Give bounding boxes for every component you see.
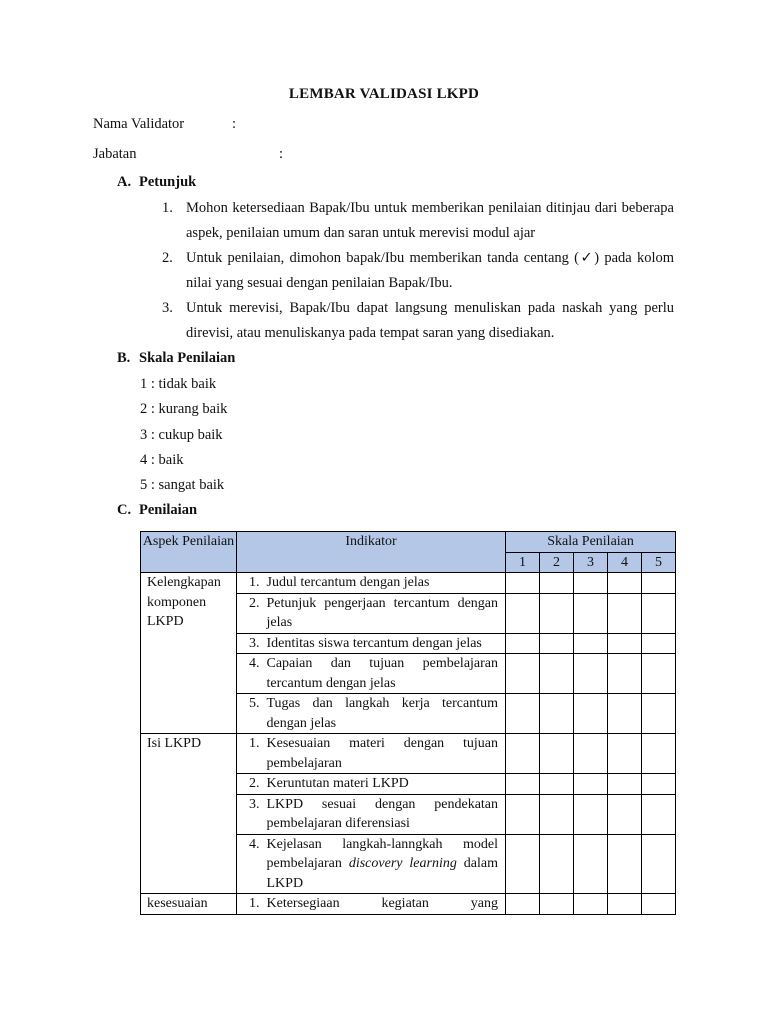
score-cell[interactable]	[642, 633, 676, 654]
score-cell[interactable]	[540, 694, 574, 734]
score-cell[interactable]	[608, 794, 642, 834]
score-cell[interactable]	[608, 734, 642, 774]
instructions-list	[158, 196, 674, 346]
score-cell[interactable]	[574, 734, 608, 774]
score-cell[interactable]	[574, 593, 608, 633]
instruction-number: 1.	[162, 200, 173, 216]
score-cell[interactable]	[540, 654, 574, 694]
indicator-number: 4.	[237, 654, 265, 694]
score-cell[interactable]	[574, 794, 608, 834]
instruction-item	[158, 246, 674, 296]
score-cell[interactable]	[642, 774, 676, 795]
score-cell[interactable]	[608, 573, 642, 594]
score-cell[interactable]	[574, 694, 608, 734]
indicator-number: 3.	[237, 633, 265, 654]
section-c-letter: C.	[117, 502, 132, 518]
score-cell[interactable]	[574, 573, 608, 594]
score-cell[interactable]	[608, 593, 642, 633]
section-c-heading	[117, 500, 197, 520]
indicator-text: Keruntutan materi LKPD	[265, 774, 506, 795]
indicator-number: 3.	[237, 794, 265, 834]
indicator-text: Identitas siswa tercantum dengan jelas	[265, 633, 506, 654]
score-cell[interactable]	[506, 774, 540, 795]
score-cell[interactable]	[540, 834, 574, 894]
position-label: Jabatan	[93, 146, 137, 162]
score-cell[interactable]	[574, 633, 608, 654]
indicator-text: Tugas dan langkah kerja tercantum dengan jelas	[265, 694, 506, 734]
indicator-text: Kesesuaian materi dengan tujuan pembelajaran	[265, 734, 506, 774]
document-title: LEMBAR VALIDASI LKPD	[288, 86, 480, 102]
score-cell[interactable]	[574, 774, 608, 795]
score-cell[interactable]	[608, 654, 642, 694]
indicator-number: 4.	[237, 834, 265, 894]
score-cell[interactable]	[506, 734, 540, 774]
table-row	[141, 894, 676, 915]
indicator-number: 2.	[237, 593, 265, 633]
score-cell[interactable]	[574, 654, 608, 694]
instruction-item	[158, 196, 674, 246]
score-cell[interactable]	[608, 834, 642, 894]
instruction-text: Untuk merevisi, Bapak/Ibu dapat langsung menuliskan pada naskah yang perlu direvisi, atau menuliskanya pada tempat saran yang disediakan.	[186, 300, 674, 341]
score-cell[interactable]	[506, 593, 540, 633]
section-a-title: Petunjuk	[139, 174, 197, 190]
section-a-letter: A.	[117, 174, 132, 190]
score-cell[interactable]	[506, 573, 540, 594]
section-a-heading	[117, 172, 196, 192]
indicator-number: 2.	[237, 774, 265, 795]
score-cell[interactable]	[540, 734, 574, 774]
indicator-text: Capaian dan tujuan pembelajaran tercantum dengan jelas	[265, 654, 506, 694]
scale-item: 4 : baik	[140, 451, 184, 468]
indicator-text: Petunjuk pengerjaan tercantum dengan jelas	[265, 593, 506, 633]
assessment-table	[140, 531, 676, 915]
scale-item: 2 : kurang baik	[140, 401, 228, 418]
score-cell[interactable]	[506, 654, 540, 694]
score-cell[interactable]	[506, 894, 540, 915]
indicator-text	[265, 834, 506, 894]
scale-number: 3	[574, 552, 608, 573]
score-cell[interactable]	[574, 894, 608, 915]
scale-number: 1	[506, 552, 540, 573]
scale-item: 5 : sangat baik	[140, 477, 225, 494]
aspect-cell: Kelengkapan komponen LKPD	[141, 573, 237, 734]
indicator-text: Ketersegiaan kegiatan yang	[265, 894, 506, 915]
score-cell[interactable]	[608, 774, 642, 795]
indicator-number: 1.	[237, 734, 265, 774]
score-cell[interactable]	[642, 654, 676, 694]
score-cell[interactable]	[506, 694, 540, 734]
score-cell[interactable]	[506, 633, 540, 654]
instruction-number: 2.	[162, 250, 173, 266]
position-colon: :	[279, 146, 284, 162]
indicator-text: Judul tercantum dengan jelas	[265, 573, 506, 594]
indicator-text-italic: discovery learning	[348, 856, 457, 871]
score-cell[interactable]	[608, 894, 642, 915]
table-row	[141, 734, 676, 774]
score-cell[interactable]	[540, 894, 574, 915]
instruction-item	[158, 296, 674, 346]
indicator-number: 1.	[237, 894, 265, 915]
table-row	[141, 573, 676, 594]
score-cell[interactable]	[642, 794, 676, 834]
validator-name-row	[93, 114, 237, 134]
rating-scale-list	[140, 372, 227, 498]
indicator-text-part: Kejelasan langkah-lanngkah model pembelajaran	[266, 836, 499, 871]
score-cell[interactable]	[642, 894, 676, 915]
header-scale: Skala Penilaian	[506, 532, 676, 553]
scale-number: 2	[540, 552, 574, 573]
instruction-number: 3.	[162, 300, 173, 316]
instruction-text: Mohon ketersediaan Bapak/Ibu untuk memberikan penilaian ditinjau dari beberapa aspek, penilaian umum dan saran untuk merevisi modul ajar	[186, 200, 674, 241]
score-cell[interactable]	[540, 633, 574, 654]
score-cell[interactable]	[540, 794, 574, 834]
score-cell[interactable]	[506, 794, 540, 834]
scale-item: 3 : cukup baik	[140, 426, 223, 443]
score-cell[interactable]	[540, 774, 574, 795]
section-b-title: Skala Penilaian	[139, 350, 236, 366]
validator-name-label: Nama Validator	[93, 116, 185, 132]
instruction-text: Untuk penilaian, dimohon bapak/Ibu memberikan tanda centang (✓) pada kolom nilai yang sesuai dengan penilaian Bapak/Ibu.	[186, 250, 674, 291]
table-header-row	[141, 532, 676, 553]
score-cell[interactable]	[506, 834, 540, 894]
header-aspect: Aspek Penilaian	[141, 532, 237, 573]
scale-number: 5	[642, 552, 676, 573]
section-b-heading	[117, 348, 235, 368]
section-c-title: Penilaian	[139, 502, 198, 518]
score-cell[interactable]	[608, 633, 642, 654]
score-cell[interactable]	[608, 694, 642, 734]
indicator-number: 1.	[237, 573, 265, 594]
score-cell[interactable]	[642, 593, 676, 633]
score-cell[interactable]	[540, 593, 574, 633]
score-cell[interactable]	[642, 734, 676, 774]
score-cell[interactable]	[642, 573, 676, 594]
scale-number: 4	[608, 552, 642, 573]
aspect-cell: kesesuaian	[141, 894, 237, 915]
aspect-cell: Isi LKPD	[141, 734, 237, 894]
header-indicator: Indikator	[237, 532, 506, 573]
indicator-text-part: dalam LKPD	[266, 856, 499, 891]
score-cell[interactable]	[540, 573, 574, 594]
score-cell[interactable]	[642, 834, 676, 894]
validator-name-colon: :	[232, 116, 237, 132]
score-cell[interactable]	[574, 834, 608, 894]
indicator-number: 5.	[237, 694, 265, 734]
score-cell[interactable]	[642, 694, 676, 734]
position-row	[93, 144, 284, 164]
scale-item: 1 : tidak baik	[140, 376, 217, 392]
section-b-letter: B.	[117, 350, 131, 366]
indicator-text: LKPD sesuai dengan pendekatan pembelajaran diferensiasi	[265, 794, 506, 834]
